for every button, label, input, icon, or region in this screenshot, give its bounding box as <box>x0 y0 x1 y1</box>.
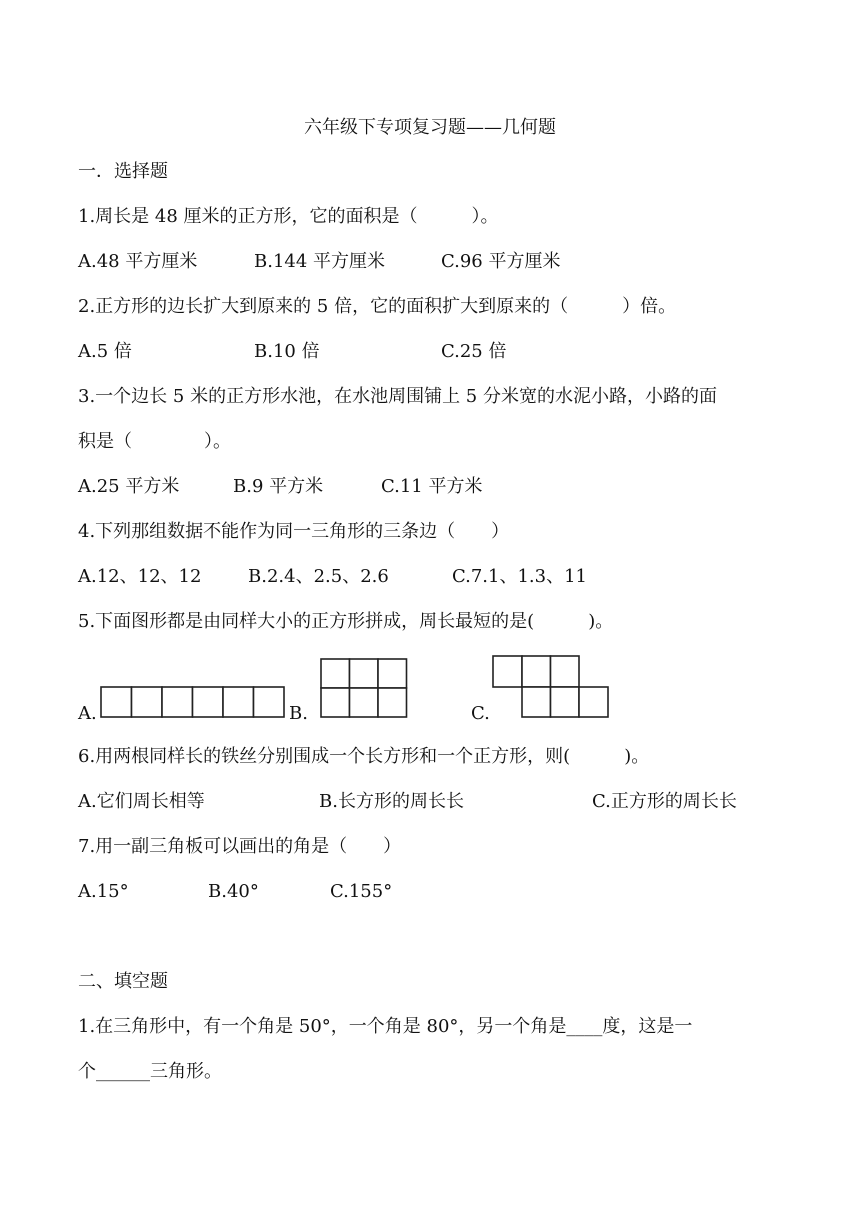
q3-option-c: C.11 平方米 <box>381 476 483 497</box>
q5-figure-c <box>491 654 611 719</box>
q6-option-a: A.它们周长相等 <box>78 791 205 812</box>
q2-option-b: B.10 倍 <box>254 341 320 362</box>
q4-stem: 4.下列那组数据不能作为同一三角形的三条边（ ） <box>78 521 510 542</box>
q6-stem: 6.用两根同样长的铁丝分别围成一个长方形和一个正方形，则( )。 <box>78 746 650 767</box>
q2-stem-text: 2.正方形的边长扩大到原来的 5 倍，它的面积扩大到原来的（ ）倍。 <box>78 296 677 317</box>
q3-option-b: B.9 平方米 <box>233 476 324 497</box>
q5-figure-b <box>319 657 409 719</box>
fill-q1-line1: 1.在三角形中，有一个角是 50°，一个角是 80°，另一个角是____度，这是一 <box>78 1016 693 1037</box>
page-title: 六年级下专项复习题——几何题 <box>304 117 556 138</box>
q2-option-c: C.25 倍 <box>441 341 507 362</box>
q1-stem: 1.周长是 48 厘米的正方形，它的面积是（ ）。 <box>78 206 499 227</box>
q2-option-a: A.5 倍 <box>78 341 132 362</box>
section2-heading: 二、填空题 <box>78 971 168 992</box>
q7-option-b: B.40° <box>208 881 259 902</box>
q5-option-b: B. <box>289 703 308 724</box>
q7-option-c: C.155° <box>330 881 393 902</box>
fill-q1-line2: 个______三角形。 <box>78 1061 222 1082</box>
q6-option-c: C.正方形的周长长 <box>592 791 737 812</box>
q7-stem: 7.用一副三角板可以画出的角是（ ） <box>78 836 402 857</box>
q6-option-b: B.长方形的周长长 <box>319 791 464 812</box>
q4-option-c: C.7.1、1.3、11 <box>452 566 588 587</box>
q3-stem-line1: 3.一个边长 5 米的正方形水池，在水池周围铺上 5 分米宽的水泥小路，小路的面 <box>78 386 717 407</box>
q3-option-a: A.25 平方米 <box>78 476 180 497</box>
q4-option-b: B.2.4、2.5、2.6 <box>248 566 389 587</box>
q5-figure-a <box>99 685 287 719</box>
q1-option-a: A.48 平方厘米 <box>78 251 198 272</box>
section1-heading: 一．选择题 <box>78 161 168 182</box>
q1-option-b: B.144 平方厘米 <box>254 251 386 272</box>
q7-option-a: A.15° <box>78 881 129 902</box>
q1-option-c: C.96 平方厘米 <box>441 251 561 272</box>
q3-stem-line2: 积是（ ）。 <box>78 431 231 452</box>
q4-option-a: A.12、12、12 <box>78 566 202 587</box>
q5-option-a: A. <box>78 703 97 724</box>
q5-stem: 5.下面图形都是由同样大小的正方形拼成，周长最短的是( )。 <box>78 611 614 632</box>
q5-option-c: C. <box>471 703 490 724</box>
